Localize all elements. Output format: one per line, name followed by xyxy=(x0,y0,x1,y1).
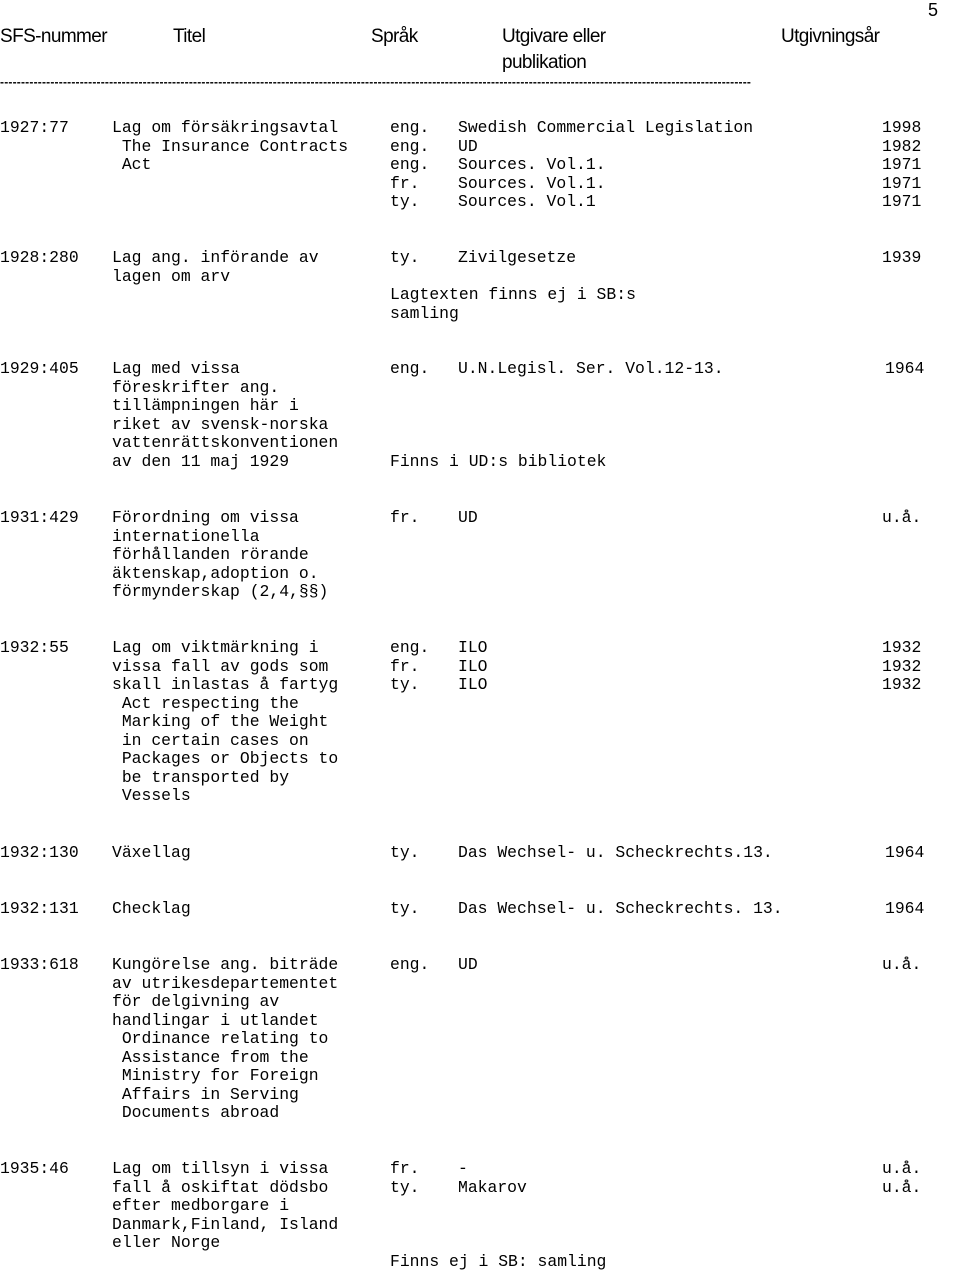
language-cell: eng. eng. eng. fr. ty. xyxy=(390,118,430,212)
sfs-number: 1928:280 xyxy=(0,248,79,267)
header-utgivare-line1: Utgivare eller xyxy=(502,26,606,47)
sfs-number: 1927:77 xyxy=(0,118,69,137)
header-utgivningsar: Utgivningsår xyxy=(781,26,880,47)
publication-cell: UD xyxy=(458,508,478,527)
header-sfs-nummer: SFS-nummer xyxy=(0,26,107,47)
note-cell: Finns ej i SB: samling xyxy=(390,1252,607,1271)
year-cell: 1964 xyxy=(885,899,925,918)
sfs-number: 1933:618 xyxy=(0,955,79,974)
title-cell: Lag om försäkringsavtal The Insurance Contracts Act xyxy=(112,118,349,175)
title-cell: Lag om viktmärkning i vissa fall av gods som skall inlastas å fartyg Act respecting the Marking of the Weight in certain cases on Packages or Objects to be transported by Vessels xyxy=(112,638,339,806)
language-cell: eng. xyxy=(390,955,430,974)
header-sprak: Språk xyxy=(371,26,418,47)
year-cell: u.å. xyxy=(882,955,922,974)
sfs-number: 1931:429 xyxy=(0,508,79,527)
title-cell: Kungörelse ang. biträde av utrikesdepartementet för delgivning av handlingar i utlandet Ordinance relating to Assistance from the Ministry for Foreign Affairs in Serving Documents abroad xyxy=(112,955,339,1123)
note-cell: Finns i UD:s bibliotek xyxy=(390,452,607,471)
publication-cell: Das Wechsel- u. Scheckrechts. 13. xyxy=(458,899,783,918)
publication-cell: - Makarov xyxy=(458,1159,527,1197)
year-cell: u.å. u.å. xyxy=(882,1159,922,1197)
header-utgivare xyxy=(502,24,606,76)
year-cell: 1932 1932 1932 xyxy=(882,638,922,695)
title-cell: Checklag xyxy=(112,899,191,918)
title-cell: Växellag xyxy=(112,843,191,862)
publication-cell: Swedish Commercial Legislation UD Sources. Vol.1. Sources. Vol.1. Sources. Vol.1 xyxy=(458,118,754,212)
title-cell: Förordning om vissa internationella förhållanden rörande äktenskap,adoption o. förmynderskap (2,4,§§) xyxy=(112,508,329,602)
title-cell: Lag med vissa föreskrifter ang. tillämpningen här i riket av svensk-norska vattenrättskonventionen av den 11 maj 1929 xyxy=(112,359,339,471)
year-cell: 1939 xyxy=(882,248,922,267)
sfs-number: 1932:130 xyxy=(0,843,79,862)
note-cell: Lagtexten finns ej i SB:s samling xyxy=(390,285,636,323)
sfs-number: 1932:55 xyxy=(0,638,69,657)
title-cell: Lag ang. införande av lagen om arv xyxy=(112,248,319,286)
sfs-number: 1935:46 xyxy=(0,1159,69,1178)
language-cell: eng. xyxy=(390,359,430,378)
publication-cell: UD xyxy=(458,955,478,974)
publication-cell: Zivilgesetze xyxy=(458,248,577,267)
header-separator: ----------------------------------------------------------------------------------------------------------------------------------------------------------------------------------- xyxy=(0,76,752,88)
language-cell: eng. fr. ty. xyxy=(390,638,430,695)
language-cell: fr. ty. xyxy=(390,1159,420,1197)
year-cell: 1964 xyxy=(885,843,925,862)
year-cell: u.å. xyxy=(882,508,922,527)
publication-cell: Das Wechsel- u. Scheckrechts.13. xyxy=(458,843,773,862)
title-cell: Lag om tillsyn i vissa fall å oskiftat dödsbo efter medborgare i Danmark,Finland, Island eller Norge xyxy=(112,1159,339,1253)
header-titel: Titel xyxy=(173,26,206,47)
language-cell: fr. xyxy=(390,508,420,527)
language-cell: ty. xyxy=(390,248,420,267)
page-number: 5 xyxy=(927,0,938,20)
year-cell: 1998 1982 1971 1971 1971 xyxy=(882,118,922,212)
publication-cell: ILO ILO ILO xyxy=(458,638,488,695)
year-cell: 1964 xyxy=(885,359,925,378)
language-cell: ty. xyxy=(390,899,420,918)
sfs-number: 1929:405 xyxy=(0,359,79,378)
sfs-number: 1932:131 xyxy=(0,899,79,918)
language-cell: ty. xyxy=(390,843,420,862)
publication-cell: U.N.Legisl. Ser. Vol.12-13. xyxy=(458,359,724,378)
header-utgivare-line2: publikation xyxy=(502,52,587,73)
